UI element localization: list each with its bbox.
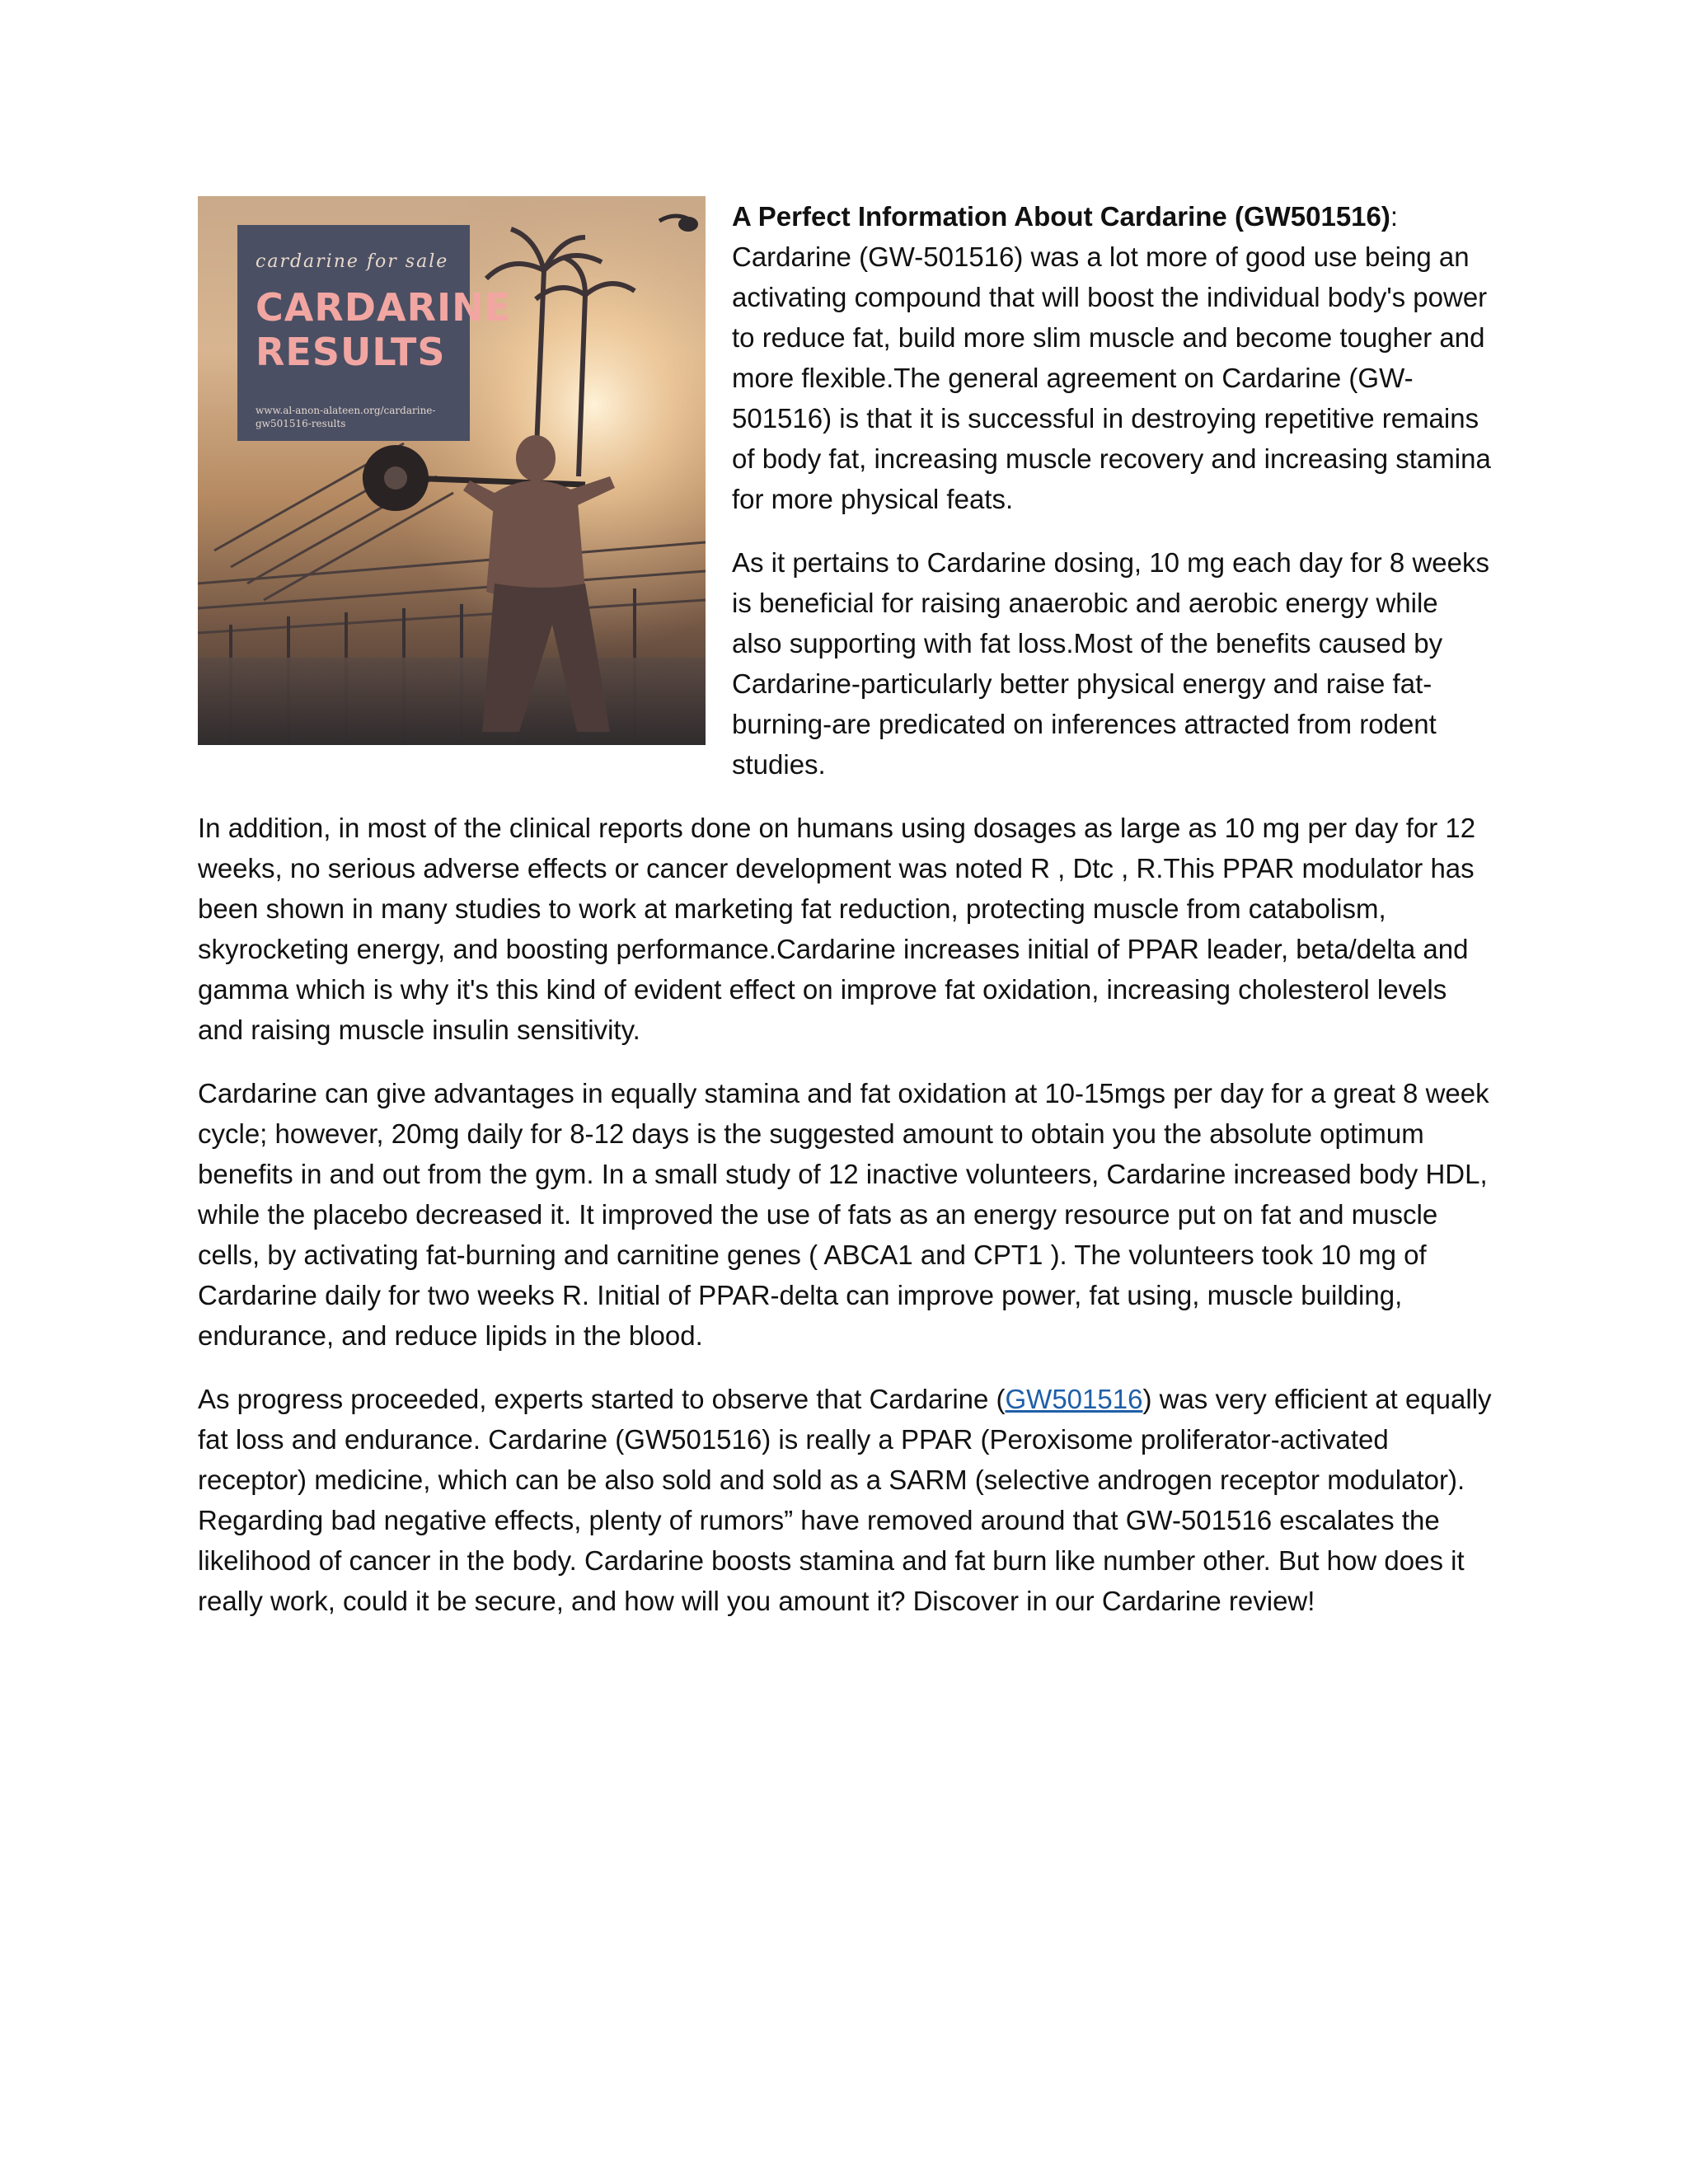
paragraph-5 [198,1379,1493,1621]
intro-heading [732,196,1493,237]
paragraph-4: Cardarine can give advantages in equally stamina and fat oxidation at 10-15mgs per day for a great 8 week cycle; however, 20mg daily for 8-12 days is the suggested amount to obtain you the absolute optimum benefits in and out from the gym. In a small study of 12 inactive volunteers, Cardarine increased body HDL, while the placebo decreased it. It improved the use of fats as an energy resource put on fat and muscle cells, by activating fat-burning and carnitine genes ( ABCA1 and CPT1 ). The volunteers took 10 mg of Cardarine daily for two weeks R. Initial of PPAR-delta can improve power, fat using, muscle building, endurance, and reduce lipids in the blood. [198,1078,1489,1351]
intro-heading-text: A Perfect Information About Cardarine (GW501516) [732,201,1390,232]
hero-title-line1: CARDARINE [256,285,512,330]
paragraph-2: As it pertains to Cardarine dosing, 10 mg each day for 8 weeks is beneficial for raising anaerobic and aerobic energy while also supporting with fat loss.Most of the benefits caused by Cardarine-particularly better physical energy and raise fat-burning-are predicated on inferences attracted from rodent studies. [732,547,1489,780]
paragraph-3: In addition, in most of the clinical reports done on humans using dosages as large as 10 mg per day for 12 weeks, no serious adverse effects or cancer development was noted R , Dtc , R.This PPAR modulator has been shown in many studies to work at marketing fat reduction, protecting muscle from catabolism, skyrocketing energy, and boosting performance.Cardarine increases initial of PPAR leader, beta/delta and gamma which is why it's this kind of evident effect on improve fat oxidation, increasing cholesterol levels and raising muscle insulin sensitivity. [198,813,1476,1045]
hero-title-card [237,225,512,441]
hero-title-line2: RESULTS [256,330,446,374]
hero-tagline: cardarine for sale [256,251,449,272]
floor [198,658,706,745]
intro-text-column [732,196,1493,808]
hero-url: www.al-anon-alateen.org/cardarine-gw501516-results [256,405,436,429]
gw501516-link[interactable]: GW501516 [1005,1384,1143,1414]
paragraph-5-before: As progress proceeded, experts started to observe that Cardarine ( [198,1384,1006,1414]
paragraph-1: Cardarine (GW-501516) was a lot more of good use being an activating compound that will boost the individual body's power to reduce fat, build more slim muscle and become tougher and more flexible.The general agreement on Cardarine (GW-501516) is that it is successful in destroying repetitive remains of body fat, increasing muscle recovery and increasing stamina for more physical feats. [732,241,1491,514]
cardarine-results-image [198,196,706,745]
paragraph-5-after: ) was very efficient at equally fat loss and endurance. Cardarine (GW501516) is really a PPAR (Peroxisome proliferator-activated receptor) medicine, which can be also sold and sold as a SARM (selective androgen receptor modulator). Regarding bad negative effects, plenty of rumors” have removed around that GW-501516 escalates the likelihood of cancer in the body. Cardarine boosts stamina and fat burn like number other. But how does it really work, could it be secure, and how will you amount it? Discover in our Cardarine review! [198,1384,1492,1616]
document-page [198,196,1493,1644]
hero-title [256,285,512,374]
top-section [198,196,1493,808]
intro-heading-colon: : [1390,201,1399,232]
